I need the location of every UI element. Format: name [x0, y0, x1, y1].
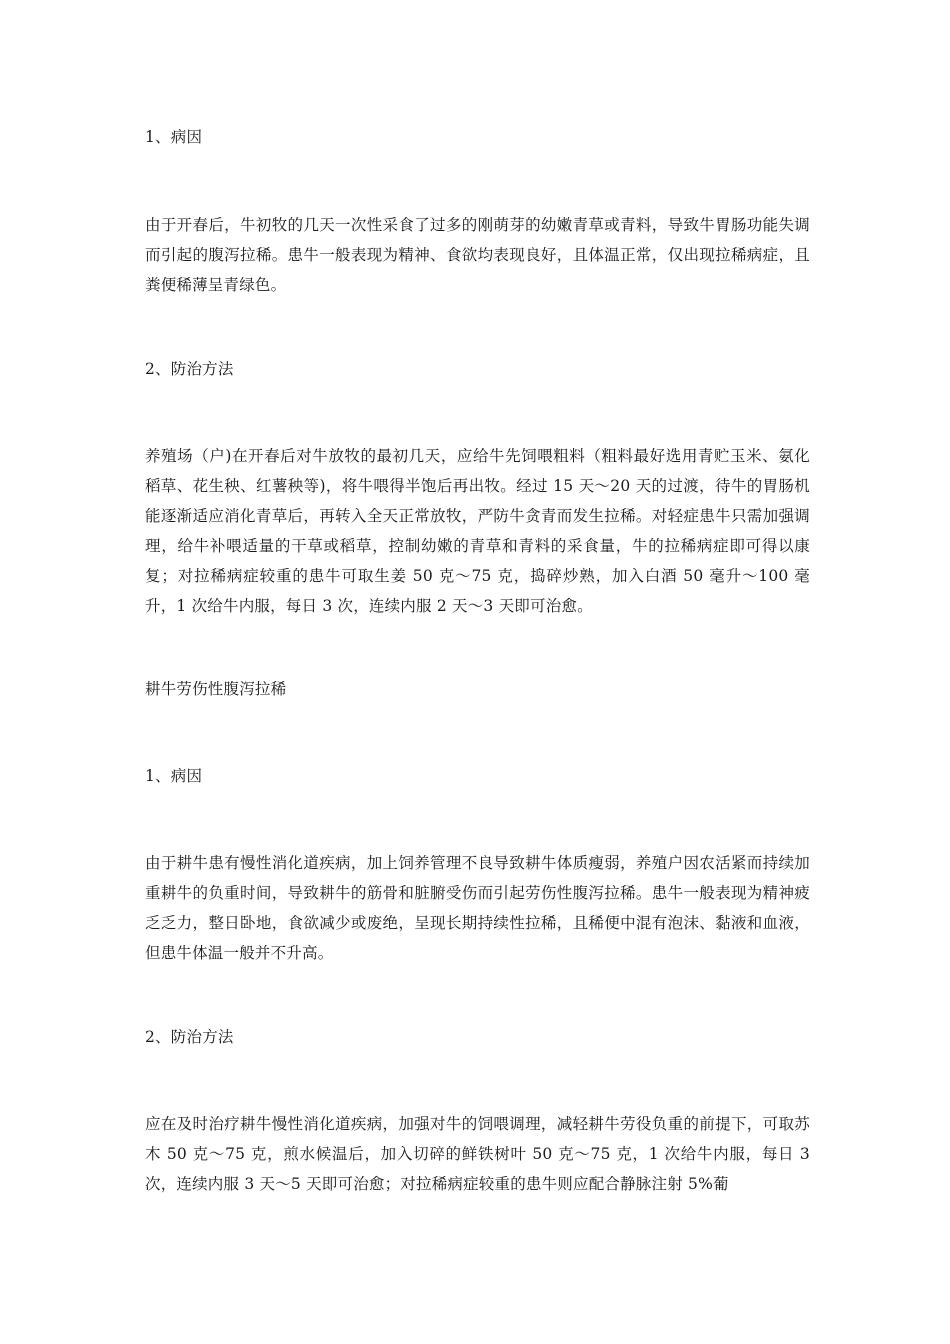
paragraph-treatment-2: 应在及时治疗耕牛慢性消化道疾病，加强对牛的饲喂调理，减轻耕牛劳役负重的前提下，可取苏木 50 克～75 克，煎水候温后，加入切碎的鲜铁树叶 50 克～75 克，1 次给牛内服，每日 3 次，连续内服 3 天～5 天即可治愈；对拉稀病症较重的患牛则应配合静脉注射 5%葡 — [145, 1115, 810, 1193]
section-heading-cause-1: 1、病因 — [145, 128, 203, 146]
section-title-labor-diarrhea: 耕牛劳伤性腹泻拉稀 — [145, 680, 287, 698]
section-heading-treatment-1: 2、防治方法 — [145, 360, 234, 378]
section-heading-cause-2: 1、病因 — [145, 767, 203, 785]
section-heading-treatment-2: 2、防治方法 — [145, 1028, 234, 1046]
paragraph-treatment-1: 养殖场（户)在开春后对牛放牧的最初几天，应给牛先饲喂粗料（粗料最好选用青贮玉米、氨化稻草、花生秧、红薯秧等)，将牛喂得半饱后再出牧。经过 15 天～20 天的过渡，待牛的胃肠机能逐渐适应消化青草后，再转入全天正常放牧，严防牛贪青而发生拉稀。对轻症患牛只需加强调理，给牛补喂适量的干草或稻草，控制幼嫩的青草和青料的采食量，牛的拉稀病症即可得以康复；对拉稀病症较重的患牛可取生姜 50 克～75 克，捣碎炒熟，加入白酒 50 毫升～100 毫升，1 次给牛内服，每日 3 次，连续内服 2 天～3 天即可治愈。 — [145, 447, 810, 615]
paragraph-cause-2: 由于耕牛患有慢性消化道疾病，加上饲养管理不良导致耕牛体质瘦弱，养殖户因农活紧而持续加重耕牛的负重时间，导致耕牛的筋骨和脏腑受伤而引起劳伤性腹泻拉稀。患牛一般表现为精神疲乏乏力，整日卧地，食欲减少或废绝，呈现长期持续性拉稀，且稀便中混有泡沫、黏液和血液，但患牛体温一般并不升高。 — [145, 854, 810, 962]
paragraph-cause-1: 由于开春后，牛初牧的几天一次性采食了过多的刚萌芽的幼嫩青草或青料，导致牛胃肠功能失调而引起的腹泻拉稀。患牛一般表现为精神、食欲均表现良好，且体温正常，仅出现拉稀病症，且粪便稀薄呈青绿色。 — [145, 216, 810, 294]
